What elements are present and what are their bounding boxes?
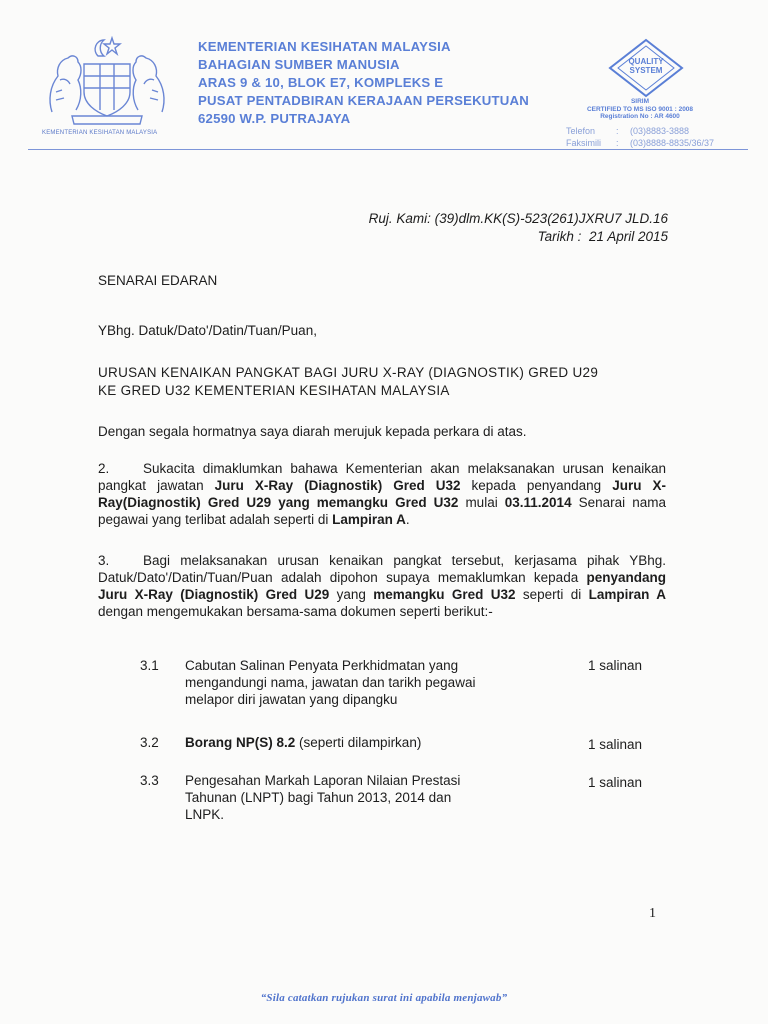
- item-line: Tahunan (LNPT) bagi Tahun 2013, 2014 dan: [185, 790, 452, 805]
- ministry-line: BAHAGIAN SUMBER MANUSIA: [198, 57, 400, 72]
- paragraph-number: 2.: [98, 461, 110, 476]
- para-bold: Lampiran A: [332, 512, 406, 527]
- para-text: Sukacita dimaklumkan bahawa Kementerian akan melaksanakan urusan kenaikan pangkat jawatan: [98, 461, 666, 493]
- registration-number: Registration No : AR 4600: [600, 113, 680, 121]
- crest-caption: KEMENTERIAN KESIHATAN MALAYSIA: [42, 130, 158, 136]
- iso-certification: CERTIFIED TO MS ISO 9001 : 2008: [586, 105, 694, 113]
- quality-system-badge: [608, 38, 684, 98]
- item-number: 3.2: [140, 735, 159, 750]
- para-bold: penyandang Juru X-Ray (Diagnostik) Gred U29: [98, 570, 666, 602]
- opening-paragraph: Dengan segala hormatnya saya diarah merujuk kepada perkara di atas.: [98, 424, 527, 439]
- para-text: yang: [329, 587, 374, 602]
- item-copies: 1 salinan: [588, 775, 643, 790]
- contact-info: [566, 126, 714, 149]
- subject-line: URUSAN KENAIKAN PANGKAT BAGI JURU X-RAY (DIAGNOSTIK) GRED U29: [98, 365, 599, 380]
- para-bold: Juru X-Ray(Diagnostik) Gred U29 yang memangku Gred U32: [98, 478, 666, 510]
- item-copies: 1 salinan: [588, 737, 643, 752]
- item-line: melapor diri jawatan yang dipangku: [185, 692, 398, 707]
- ministry-line: PUSAT PENTADBIRAN KERAJAAN PERSEKUTUAN: [198, 93, 529, 108]
- badge-line: QUALITY: [628, 57, 664, 66]
- date-value: 21 April 2015: [588, 229, 668, 244]
- item-line: Cabutan Salinan Penyata Perkhidmatan yang: [185, 658, 459, 673]
- date-row: [300, 228, 668, 246]
- item-line: Pengesahan Markah Laporan Nilaian Prestasi: [185, 773, 461, 788]
- page-number: 1: [649, 906, 656, 921]
- contact-row: Telefon : (03)8883-3888: [566, 126, 690, 136]
- para-bold: Juru X-Ray (Diagnostik) Gred U32: [214, 478, 461, 493]
- para-text: .: [405, 512, 410, 527]
- item-number: 3.3: [140, 773, 159, 788]
- item-description: [185, 772, 515, 823]
- contact-label: Faksimili: [566, 137, 601, 148]
- para-text: mulai: [458, 495, 505, 510]
- ruj-value: (39)dlm.KK(S)-523(261)JXRU7 JLD.16: [434, 211, 668, 226]
- reference-block: [300, 210, 668, 246]
- date-label: Tarikh :: [537, 229, 582, 244]
- recipient: SENARAI EDARAN: [98, 273, 218, 288]
- salutation: YBhg. Datuk/Dato'/Datin/Tuan/Puan,: [98, 323, 317, 338]
- list-item: [98, 734, 668, 752]
- item-number: 3.1: [140, 658, 159, 673]
- ministry-line: 62590 W.P. PUTRAJAYA: [198, 111, 351, 126]
- para-bold: 03.11.2014: [504, 495, 572, 510]
- item-line: (seperti dilampirkan): [295, 735, 422, 750]
- item-line: LNPK.: [185, 807, 225, 822]
- para-text: seperti di: [515, 587, 589, 602]
- para-text: kepada penyandang: [460, 478, 613, 493]
- paragraph-3: [98, 552, 666, 620]
- letterhead: [0, 0, 768, 160]
- phone-number: (03)8883-3888: [630, 126, 690, 136]
- para-text: Senarai nama pegawai yang terlibat adalah seperti di: [98, 495, 666, 527]
- contact-label: Telefon: [566, 126, 596, 136]
- item-description: [185, 734, 515, 751]
- item-copies: 1 salinan: [588, 658, 643, 673]
- subject: [98, 364, 668, 400]
- ministry-line: ARAS 9 & 10, BLOK E7, KOMPLEKS E: [198, 75, 444, 90]
- sirim-label: SIRIM: [630, 98, 650, 105]
- footer-note: “Sila catatkan rujukan surat ini apabila menjawab”: [260, 992, 508, 1004]
- reference-row: [300, 210, 668, 228]
- paragraph-2: [98, 460, 666, 528]
- list-item: [98, 772, 668, 824]
- badge-line: SYSTEM: [629, 66, 663, 75]
- item-description: [185, 657, 515, 708]
- ruj-label: Ruj. Kami:: [368, 211, 431, 226]
- coat-of-arms-icon: [42, 30, 172, 130]
- item-line: mengandungi nama, jawatan dan tarikh pegawai: [185, 675, 476, 690]
- para-bold: memangku Gred U32: [373, 587, 516, 602]
- para-bold: Lampiran A: [588, 587, 666, 602]
- letterhead-divider: [28, 149, 748, 150]
- certification-text: [560, 98, 720, 121]
- list-item: [98, 657, 668, 709]
- contact-row: Faksimili : (03)8888-8835/36/37: [566, 137, 715, 148]
- para-text: Bagi melaksanakan urusan kenaikan pangkat tersebut, kerjasama pihak YBhg. Datuk/Dato'/Datin/Tuan/Puan adalah dipohon supaya memaklumkan kepada: [98, 553, 666, 585]
- ministry-line: KEMENTERIAN KESIHATAN MALAYSIA: [198, 39, 451, 54]
- subject-line: KE GRED U32 KEMENTERIAN KESIHATAN MALAYSIA: [98, 383, 450, 398]
- paragraph-number: 3.: [98, 553, 110, 568]
- fax-number: (03)8888-8835/36/37: [630, 137, 715, 148]
- para-text: dengan mengemukakan bersama-sama dokumen seperti berikut:-: [98, 604, 493, 619]
- ministry-address: [198, 38, 529, 128]
- item-bold: Borang NP(S) 8.2: [185, 735, 296, 750]
